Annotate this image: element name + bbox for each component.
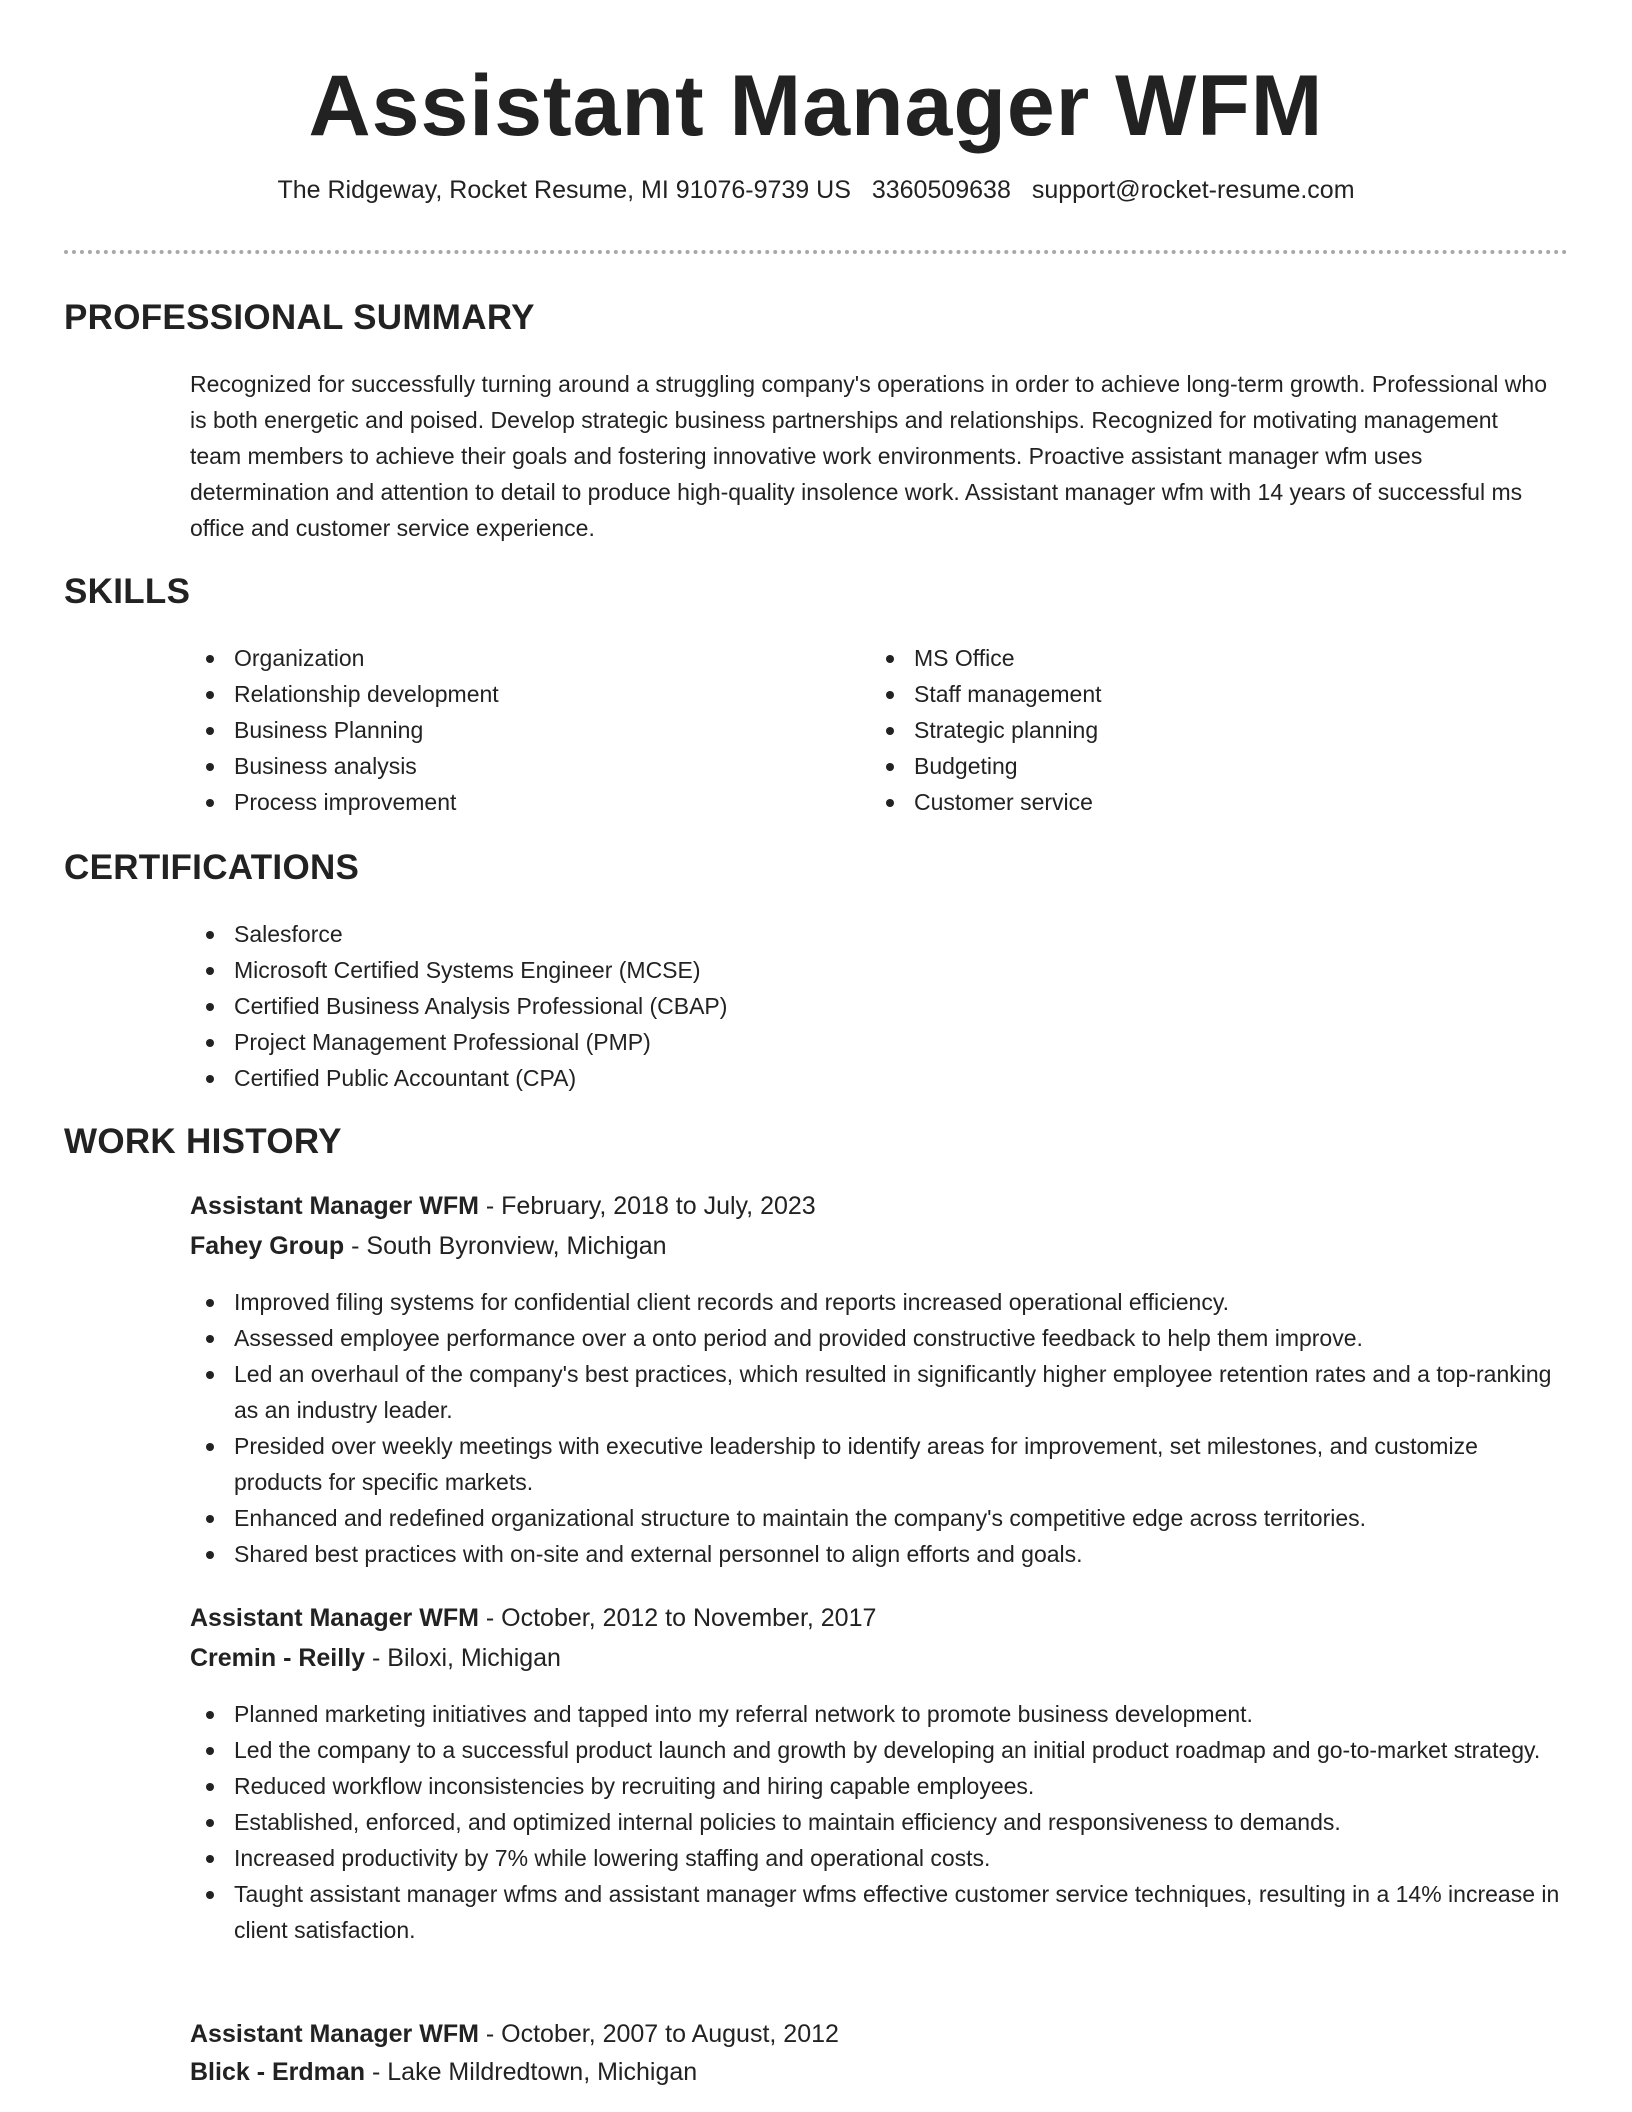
list-item: Staff management bbox=[870, 676, 1102, 712]
list-item: Improved filing systems for confidential client records and reports increased operational efficiency. bbox=[190, 1284, 1570, 1320]
job-location: - Lake Mildredtown, Michigan bbox=[365, 2058, 698, 2086]
list-item: Presided over weekly meetings with executive leadership to identify areas for improvement, set milestones, and customize products for specific markets. bbox=[190, 1428, 1570, 1500]
job-dates: - October, 2007 to August, 2012 bbox=[478, 2020, 839, 2048]
list-item: Enhanced and redefined organizational structure to maintain the company's competitive edge across territories. bbox=[190, 1500, 1570, 1536]
header-divider bbox=[64, 250, 1568, 254]
job-title-line bbox=[190, 2020, 839, 2049]
job-location: - Biloxi, Michigan bbox=[365, 1644, 561, 1672]
skills-list-left bbox=[190, 640, 499, 820]
list-item: Assessed employee performance over a onto period and provided constructive feedback to help them improve. bbox=[190, 1320, 1570, 1356]
job-company: Cremin - Reilly bbox=[190, 1644, 366, 1672]
list-item: Business analysis bbox=[190, 748, 499, 784]
list-item: Reduced workflow inconsistencies by recruiting and hiring capable employees. bbox=[190, 1768, 1570, 1804]
job-bullets bbox=[190, 1696, 1570, 1948]
job-company-line bbox=[190, 2058, 697, 2087]
list-item: MS Office bbox=[870, 640, 1102, 676]
list-item: Established, enforced, and optimized internal policies to maintain efficiency and responsiveness to demands. bbox=[190, 1804, 1570, 1840]
resume-name: Assistant Manager WFM bbox=[308, 58, 1324, 154]
job-company-line bbox=[190, 1644, 561, 1673]
list-item: Led the company to a successful product launch and growth by developing an initial product roadmap and go-to-market strategy. bbox=[190, 1732, 1570, 1768]
job-dates: - October, 2012 to November, 2017 bbox=[478, 1604, 877, 1632]
list-item: Shared best practices with on-site and external personnel to align efforts and goals. bbox=[190, 1536, 1570, 1572]
job-title-line bbox=[190, 1604, 876, 1633]
job-dates: - February, 2018 to July, 2023 bbox=[478, 1192, 816, 1220]
summary-text: Recognized for successfully turning around a struggling company's operations in order to achieve long-term growth. Professional who is both energetic and poised. Develop strategic business partnerships and relationships. Recognized for motivating management team members to achieve their goals and fostering innovative work environments. Proactive assistant manager wfm uses determination and attention to detail to produce high-quality insolence work. Assistant manager wfm with 14 years of successful ms office and customer service experience. bbox=[190, 371, 1547, 541]
job-location: - South Byronview, Michigan bbox=[344, 1232, 667, 1260]
job-company: Blick - Erdman bbox=[190, 2058, 366, 2086]
work-history-heading: WORK HISTORY bbox=[64, 1122, 342, 1161]
job-role: Assistant Manager WFM bbox=[190, 1604, 479, 1632]
list-item: Budgeting bbox=[870, 748, 1102, 784]
list-item: Process improvement bbox=[190, 784, 499, 820]
list-item: Business Planning bbox=[190, 712, 499, 748]
contact-line bbox=[0, 176, 1632, 205]
job-role: Assistant Manager WFM bbox=[190, 1192, 479, 1220]
job-bullets bbox=[190, 1284, 1570, 1572]
list-item: Customer service bbox=[870, 784, 1102, 820]
list-item: Relationship development bbox=[190, 676, 499, 712]
contact-email: support@rocket-resume.com bbox=[1031, 176, 1355, 204]
list-item: Salesforce bbox=[190, 916, 727, 952]
list-item: Planned marketing initiatives and tapped into my referral network to promote business development. bbox=[190, 1696, 1570, 1732]
list-item: Certified Public Accountant (CPA) bbox=[190, 1060, 727, 1096]
contact-phone: 3360509638 bbox=[871, 176, 1011, 204]
certifications-heading: CERTIFICATIONS bbox=[64, 848, 360, 887]
list-item: Project Management Professional (PMP) bbox=[190, 1024, 727, 1060]
list-item: Taught assistant manager wfms and assistant manager wfms effective customer service techniques, resulting in a 14% increase in client satisfaction. bbox=[190, 1876, 1570, 1948]
list-item: Certified Business Analysis Professional (CBAP) bbox=[190, 988, 727, 1024]
job-company: Fahey Group bbox=[190, 1232, 345, 1260]
certifications-list bbox=[190, 916, 727, 1096]
summary-heading: PROFESSIONAL SUMMARY bbox=[64, 298, 535, 337]
list-item: Organization bbox=[190, 640, 499, 676]
job-role: Assistant Manager WFM bbox=[190, 2020, 479, 2048]
list-item: Increased productivity by 7% while lowering staffing and operational costs. bbox=[190, 1840, 1570, 1876]
job-company-line bbox=[190, 1232, 667, 1261]
list-item: Strategic planning bbox=[870, 712, 1102, 748]
contact-address: The Ridgeway, Rocket Resume, MI 91076-9739 US bbox=[277, 176, 851, 204]
list-item: Led an overhaul of the company's best practices, which resulted in significantly higher employee retention rates and a top-ranking as an industry leader. bbox=[190, 1356, 1570, 1428]
skills-list-right bbox=[870, 640, 1102, 820]
job-title-line bbox=[190, 1192, 816, 1221]
list-item: Microsoft Certified Systems Engineer (MCSE) bbox=[190, 952, 727, 988]
skills-heading: SKILLS bbox=[64, 572, 191, 611]
